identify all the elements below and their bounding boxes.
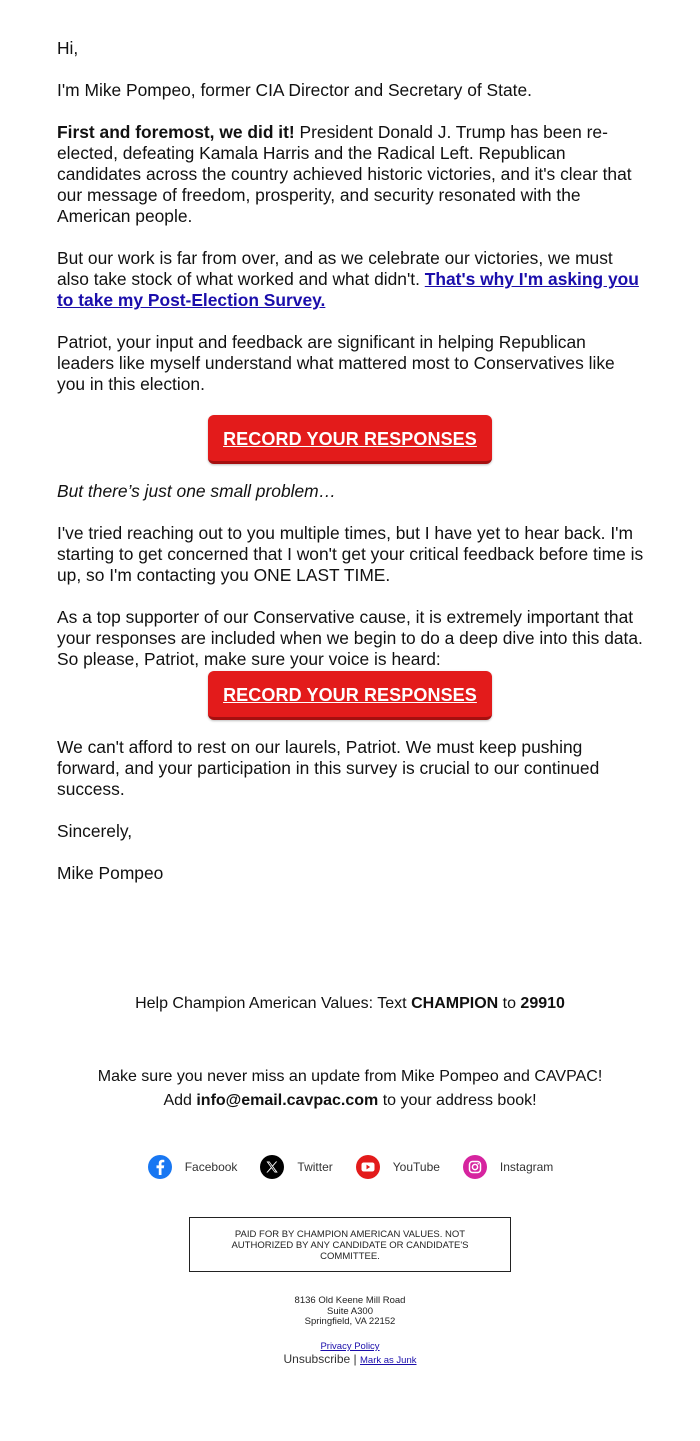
closing-paragraph: We can't afford to rest on our laurels, Patriot. We must keep pushing forward, and your participation in this survey is crucial to our continued success. xyxy=(57,737,600,799)
paid-for-disclaimer: PAID FOR BY CHAMPION AMERICAN VALUES. NOT AUTHORIZED BY ANY CANDIDATE OR CANDIDATE'S COMMITTEE. xyxy=(189,1217,511,1272)
survey-link[interactable]: That's why I'm asking you to take my Post-Election Survey. xyxy=(57,269,639,310)
victory-lead: First and foremost, we did it! xyxy=(57,122,295,142)
email-body-end xyxy=(57,737,647,905)
link-separator: | xyxy=(350,1352,360,1366)
intro-paragraph: I'm Mike Pompeo, former CIA Director and Secretary of State. xyxy=(57,80,532,100)
address-book-line xyxy=(0,1089,700,1113)
footer-links xyxy=(0,1341,700,1367)
facebook-icon xyxy=(147,1154,173,1180)
social-links xyxy=(0,1154,700,1180)
problem-line xyxy=(57,481,647,502)
cta-wrapper-1 xyxy=(0,415,700,464)
mark-as-junk-link[interactable]: Mark as Junk xyxy=(360,1355,417,1366)
instagram-label: Instagram xyxy=(499,1160,554,1174)
signature: Mike Pompeo xyxy=(57,863,164,883)
email-body-middle xyxy=(57,481,647,691)
instagram-icon xyxy=(462,1154,488,1180)
facebook-link[interactable] xyxy=(147,1154,238,1180)
email-body xyxy=(57,38,647,416)
signoff: Sincerely, xyxy=(57,821,133,841)
text-prefix: Help Champion American Values: Text xyxy=(135,995,412,1012)
x-icon xyxy=(259,1154,285,1180)
youtube-label: YouTube xyxy=(392,1160,440,1174)
reaching-out-paragraph: I've tried reaching out to you multiple times, but I have yet to hear back. I'm starting to get concerned that I won't get your critical feedback before time is up, so I'm contacting you ONE LAST TIME. xyxy=(57,523,644,585)
cta-wrapper-2 xyxy=(0,671,700,720)
youtube-icon xyxy=(355,1154,381,1180)
record-responses-button-2[interactable]: RECORD YOUR RESPONSES xyxy=(208,671,492,720)
privacy-policy-link[interactable]: Privacy Policy xyxy=(320,1341,380,1352)
patriot-paragraph: Patriot, your input and feedback are significant in helping Republican leaders like myself understand what mattered most to Conservatives like you in this election. xyxy=(57,332,615,394)
survey-paragraph xyxy=(57,248,647,311)
record-responses-button-1[interactable]: RECORD YOUR RESPONSES xyxy=(208,415,492,464)
instagram-link[interactable] xyxy=(462,1154,553,1180)
text-champion-line xyxy=(0,992,700,1016)
survey-text: But our work is far from over, and as we celebrate our victories, we must also take stock of what worked and what didn't. xyxy=(57,248,613,289)
add-email: info@email.cavpac.com xyxy=(196,1092,379,1109)
add-suffix: to your address book! xyxy=(378,1092,537,1109)
victory-text: President Donald J. Trump has been re-elected, defeating Kamala Harris and the Radical Left. Republican candidates across the country achieved historic victories, and it's clear that our message of freedom, prosperity, and security resonated with the American people. xyxy=(57,122,632,226)
supporter-paragraph: As a top supporter of our Conservative cause, it is extremely important that your responses are included when we begin to do a deep dive into this data. So please, Patriot, make sure your voice is heard: xyxy=(57,607,643,669)
text-to: to xyxy=(498,995,521,1012)
add-prefix: Add xyxy=(163,1092,197,1109)
text-number: 29910 xyxy=(520,995,565,1012)
mailing-address xyxy=(0,1296,700,1328)
twitter-label: Twitter xyxy=(297,1160,333,1174)
unsubscribe-link[interactable]: Unsubscribe xyxy=(283,1352,351,1366)
update-line: Make sure you never miss an update from Mike Pompeo and CAVPAC! xyxy=(97,1068,603,1085)
youtube-link[interactable] xyxy=(355,1154,440,1180)
facebook-label: Facebook xyxy=(184,1160,238,1174)
text-keyword: CHAMPION xyxy=(411,995,499,1012)
address-line-1: 8136 Old Keene Mill Road xyxy=(294,1295,406,1306)
victory-paragraph xyxy=(57,122,647,227)
twitter-link[interactable] xyxy=(259,1154,332,1180)
address-line-2: Suite A300 xyxy=(327,1305,373,1317)
problem-italic: But there’s just one small problem… xyxy=(57,481,337,501)
address-line-3: Springfield, VA 22152 xyxy=(304,1316,396,1327)
greeting: Hi, xyxy=(57,38,79,58)
